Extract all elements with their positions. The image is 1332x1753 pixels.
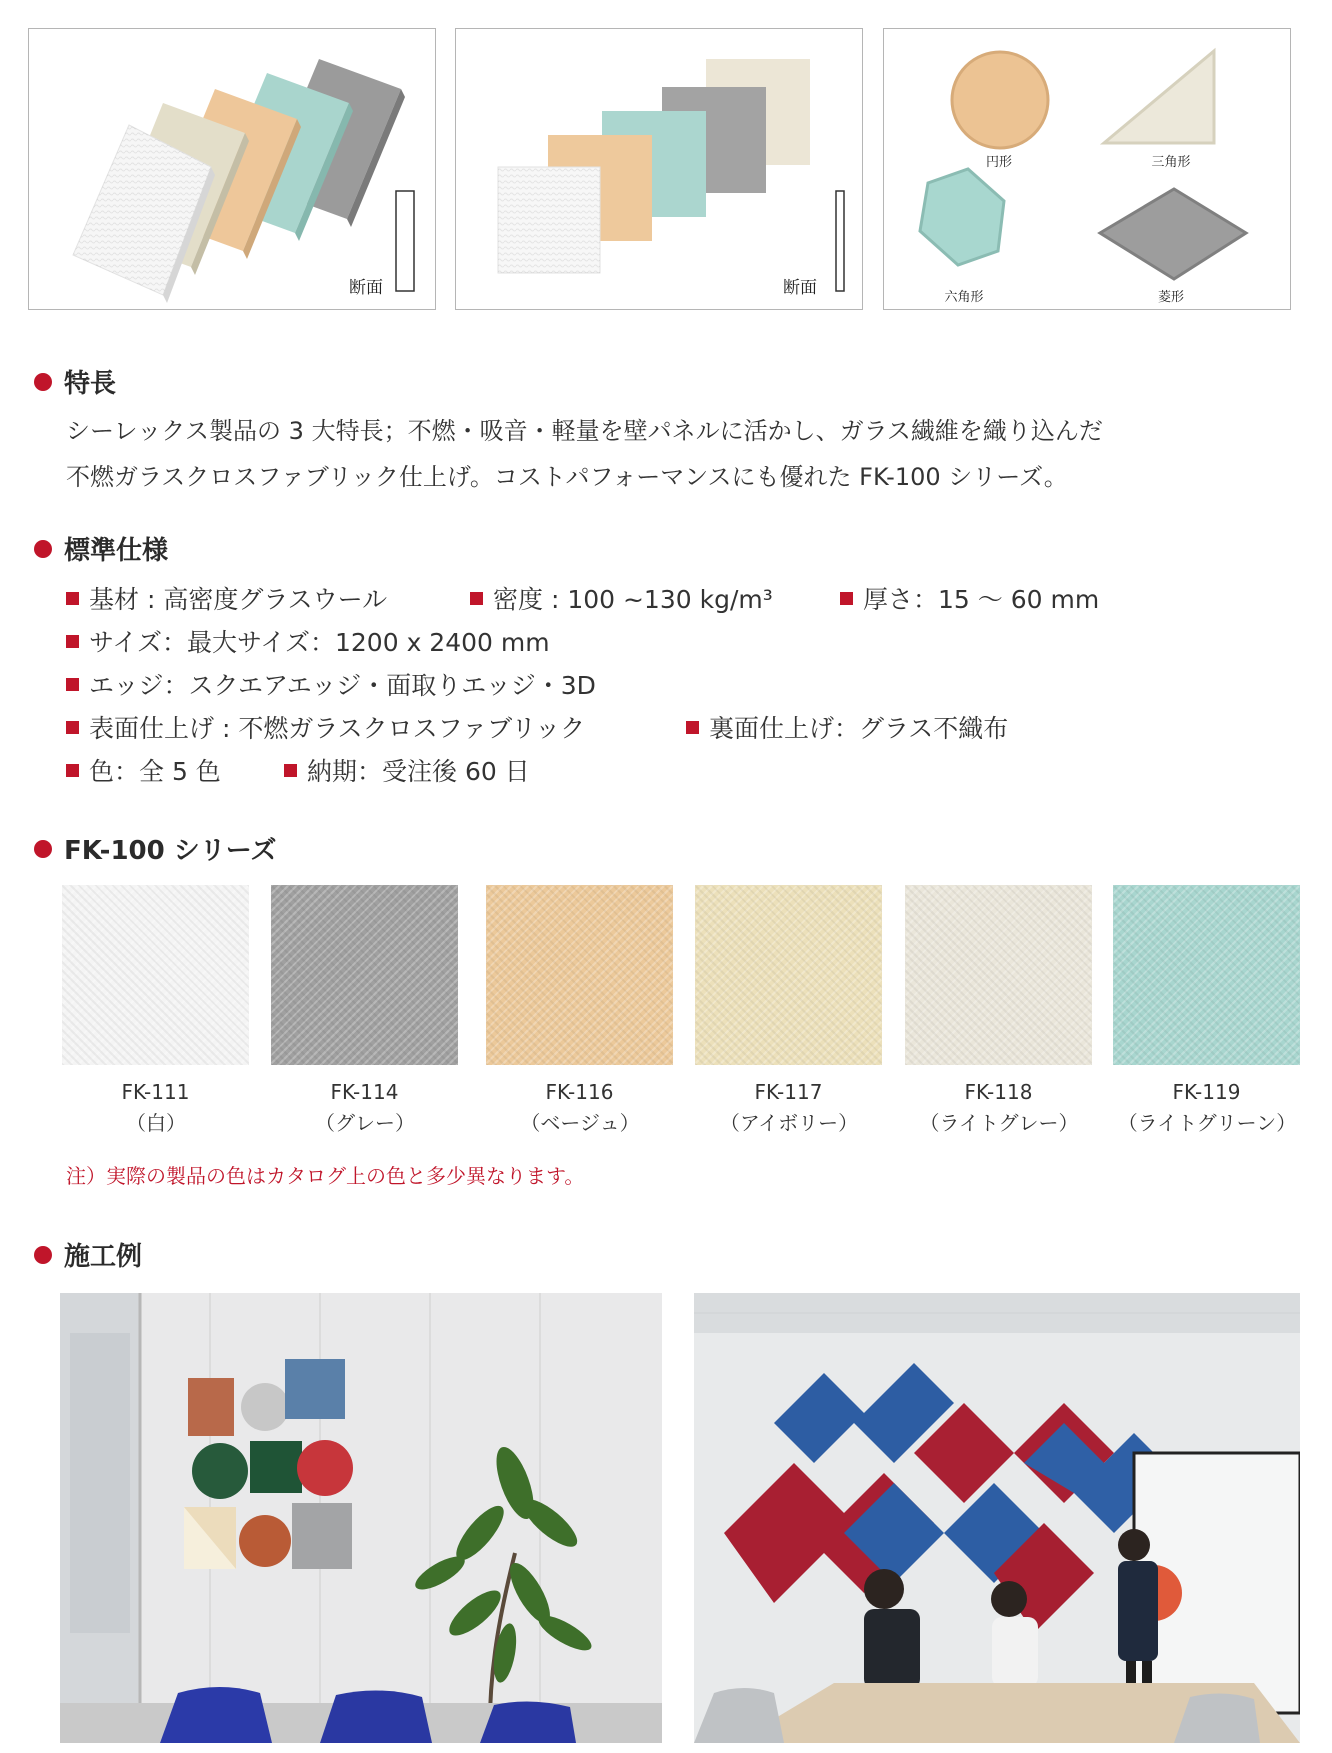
spec-density xyxy=(470,580,773,616)
stacked-panels-illustration xyxy=(29,29,437,311)
spec-colors-text: 色：全 5 色 xyxy=(89,757,221,786)
swatch-fk-119 xyxy=(1113,885,1300,1065)
stacked-panels-image xyxy=(28,28,436,310)
triangle-label: 三角形 xyxy=(1151,155,1191,170)
spec-edge-text: エッジ：スクエアエッジ・面取りエッジ・3D xyxy=(89,671,596,700)
swatch-fk-111 xyxy=(62,885,249,1065)
swatch-color-name: （ライトグレー） xyxy=(919,1111,1079,1135)
bullet-dot xyxy=(34,373,52,391)
features-heading-text: 特長 xyxy=(64,369,117,399)
circle-panel xyxy=(952,52,1048,148)
example-photo-meeting-room xyxy=(694,1293,1300,1743)
spec-thickness xyxy=(840,580,1099,616)
cross-section-label-2: 断面 xyxy=(783,278,817,298)
diamond-panel xyxy=(1100,189,1246,279)
spec-thickness-text: 厚さ：15 〜 60 mm xyxy=(863,585,1100,614)
square-bullet xyxy=(284,764,297,777)
spec-size-text: サイズ：最大サイズ：1200 x 2400 mm xyxy=(89,628,550,657)
swatch-color-name: （ベージュ） xyxy=(520,1111,640,1135)
spec-surface xyxy=(66,709,585,745)
shapes-illustration xyxy=(884,29,1292,311)
spec-density-text: 密度 : 100 ~130 kg/m³ xyxy=(493,585,773,614)
bullet-dot xyxy=(34,540,52,558)
spec-edge xyxy=(66,666,596,702)
bullet-dot xyxy=(34,1246,52,1264)
square-bullet xyxy=(66,678,79,691)
features-heading xyxy=(34,363,116,400)
swatch-fk-116 xyxy=(486,885,673,1065)
spec-back-text: 裏面仕上げ：グラス不織布 xyxy=(709,714,1009,743)
swatch-color-name: （アイボリー） xyxy=(719,1111,859,1135)
triangle-panel xyxy=(1104,51,1214,143)
spec-delivery-text: 納期：受注後 60 日 xyxy=(307,757,530,786)
meeting-room-illustration xyxy=(694,1293,1300,1743)
office-wall-illustration xyxy=(60,1293,662,1743)
circle-label: 円形 xyxy=(985,155,1012,170)
flat-panels-illustration xyxy=(456,29,864,311)
square-bullet xyxy=(840,592,853,605)
shapes-image xyxy=(883,28,1291,310)
swatch-code: FK-119 xyxy=(1172,1080,1241,1104)
square-bullet xyxy=(470,592,483,605)
hexagon-panel xyxy=(920,169,1004,265)
square-bullet xyxy=(66,721,79,734)
series-heading-text: FK-100 シリーズ xyxy=(64,836,277,866)
bullet-dot xyxy=(34,840,52,858)
features-line-1: シーレックス製品の 3 大特長；不燃・吸音・軽量を壁パネルに活かし、ガラス繊維を織り込んだ xyxy=(66,417,1103,445)
swatch-fk-114 xyxy=(271,885,458,1065)
swatch-fk-117 xyxy=(695,885,882,1065)
color-note: 注）実際の製品の色はカタログ上の色と多少異なります。 xyxy=(66,1164,585,1188)
swatch-code: FK-118 xyxy=(964,1080,1033,1104)
square-bullet xyxy=(66,592,79,605)
swatch-color-name: （白） xyxy=(126,1111,186,1135)
diamond-label: 菱形 xyxy=(1157,290,1184,305)
spec-delivery xyxy=(284,752,530,788)
cross-section-label: 断面 xyxy=(349,278,383,298)
swatch-code: FK-117 xyxy=(754,1080,823,1104)
square-bullet xyxy=(66,635,79,648)
square-bullet xyxy=(686,721,699,734)
swatch-code: FK-111 xyxy=(121,1080,190,1104)
spec-base-material-text: 基材 : 高密度グラスウール xyxy=(89,585,388,614)
flat-panels-image xyxy=(455,28,863,310)
examples-heading-text: 施工例 xyxy=(64,1242,143,1272)
swatch-color-name: （グレー） xyxy=(315,1111,415,1135)
spec-back xyxy=(686,709,1008,745)
specs-heading xyxy=(34,530,168,567)
spec-size xyxy=(66,623,550,659)
spec-surface-text: 表面仕上げ : 不燃ガラスクロスファブリック xyxy=(89,714,586,743)
examples-heading xyxy=(34,1236,142,1273)
swatch-code: FK-114 xyxy=(330,1080,399,1104)
square-bullet xyxy=(66,764,79,777)
spec-colors xyxy=(66,752,221,788)
series-heading xyxy=(34,830,276,867)
spec-base-material xyxy=(66,580,387,616)
hexagon-label: 六角形 xyxy=(944,290,984,305)
features-line-2: 不燃ガラスクロスファブリック仕上げ。コストパフォーマンスにも優れた FK-100 シリーズ。 xyxy=(66,463,1068,491)
specs-heading-text: 標準仕様 xyxy=(64,536,169,566)
swatch-fk-118 xyxy=(905,885,1092,1065)
example-photo-office xyxy=(60,1293,662,1743)
swatch-code: FK-116 xyxy=(545,1080,614,1104)
swatch-color-name: （ライトグリーン） xyxy=(1117,1111,1297,1135)
